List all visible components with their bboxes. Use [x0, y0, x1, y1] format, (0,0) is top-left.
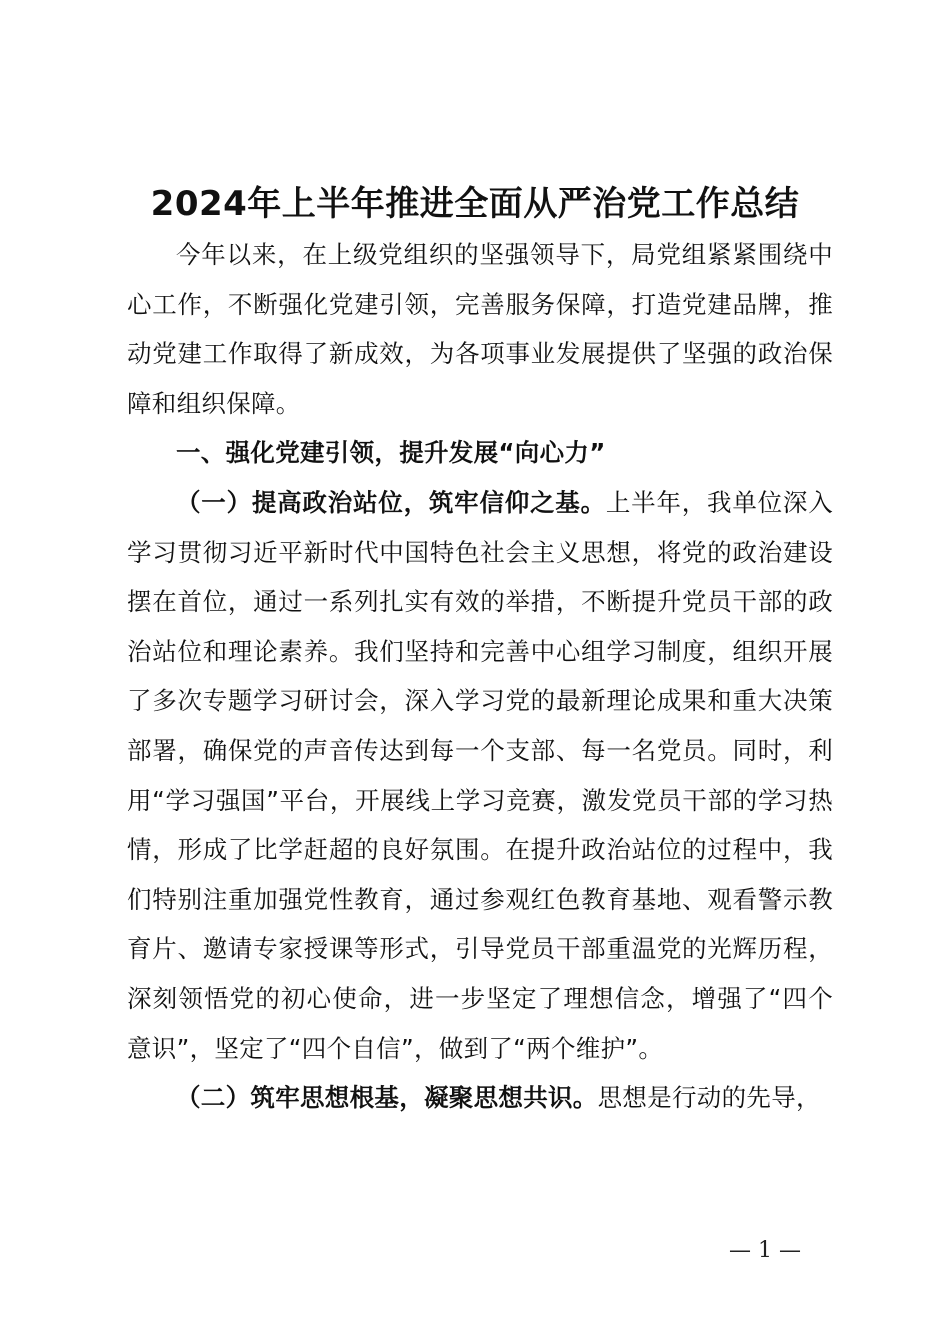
- subsection-2-lead: （二）筑牢思想根基，凝聚思想共识。: [176, 1083, 598, 1113]
- page-number: — 1 —: [729, 1238, 801, 1263]
- subsection-2-paragraph: [127, 1073, 833, 1123]
- intro-paragraph: 今年以来，在上级党组织的坚强领导下，局党组紧紧围绕中心工作，不断强化党建引领，完善服务保障，打造党建品牌，推动党建工作取得了新成效，为各项事业发展提供了坚强的政治保障和组织保障。: [127, 240, 833, 418]
- section-heading: 一、强化党建引领，提升发展“向心力”: [176, 438, 606, 468]
- document-title: 2024年上半年推进全面从严治党工作总结: [150, 184, 800, 224]
- subsection-1-text: 上半年，我单位深入学习贯彻习近平新时代中国特色社会主义思想，将党的政治建设摆在首位，通过一系列扎实有效的举措，不断提升党员干部的政治站位和理论素养。我们坚持和完善中心组学习制度，组织开展了多次专题学习研讨会，深入学习党的最新理论成果和重大决策部署，确保党的声音传达到每一个支部、每一名党员。同时，利用“学习强国”平台，开展线上学习竞赛，激发党员干部的学习热情，形成了比学赶超的良好氛围。在提升政治站位的过程中，我们特别注重加强党性教育，通过参观红色教育基地、观看警示教育片、邀请专家授课等形式，引导党员干部重温党的光辉历程，深刻领悟党的初心使命，进一步坚定了理想信念，增强了“四个意识”，坚定了“四个自信”，做到了“两个维护”。: [127, 487, 833, 1063]
- subsection-2-text: 思想是行动的先导，: [597, 1083, 821, 1113]
- subsection-1-lead: （一）提高政治站位，筑牢信仰之基。: [176, 487, 606, 517]
- subsection-1-paragraph: [127, 478, 833, 1073]
- document-body: [127, 230, 833, 1123]
